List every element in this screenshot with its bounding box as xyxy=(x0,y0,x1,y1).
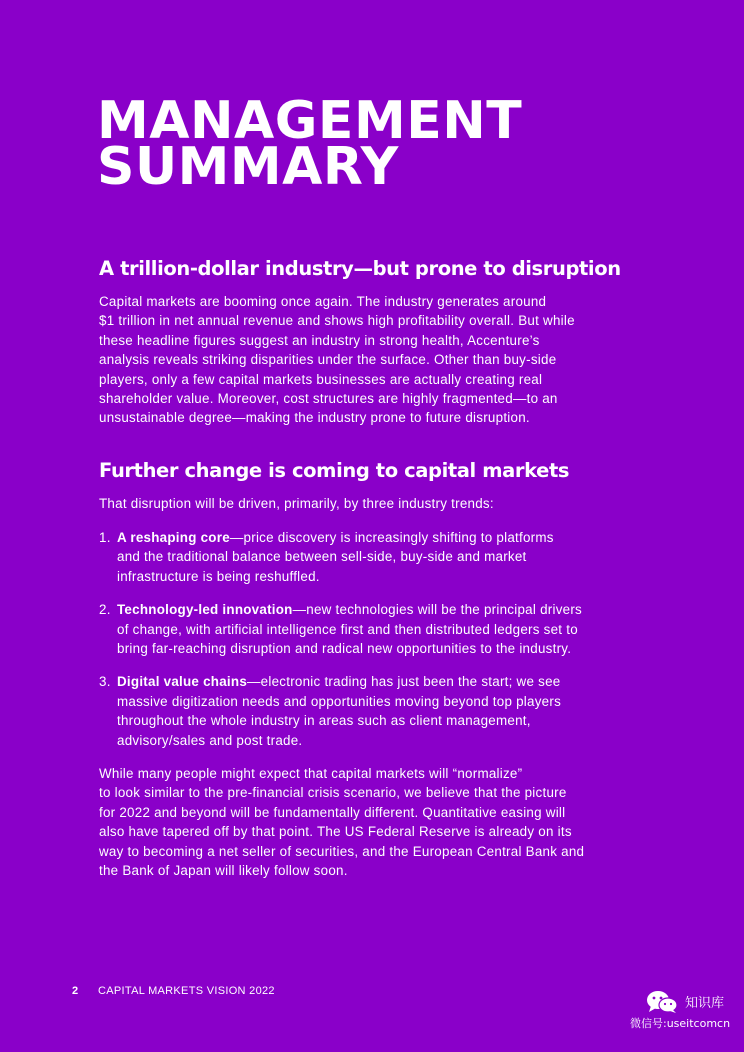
trend-item xyxy=(99,672,619,750)
text-line: to look similar to the pre-financial crisis scenario, we believe that the picture xyxy=(99,785,567,801)
title-line: MANAGEMENT xyxy=(97,91,523,151)
industry-paragraph xyxy=(99,292,619,428)
trend-list xyxy=(99,528,619,764)
closing-paragraph xyxy=(99,764,619,880)
trend-text-line: massive digitization needs and opportunities moving beyond top players xyxy=(117,693,562,709)
page-number: 2 xyxy=(72,985,79,997)
section-heading-industry: A trillion-dollar industry—but prone to disruption xyxy=(99,257,621,280)
trend-term: A reshaping core xyxy=(117,530,230,545)
text-line: While many people might expect that capital markets will “normalize” xyxy=(99,766,523,781)
text-line: analysis reveals striking disparities under the surface. Other than buy-side xyxy=(99,352,557,368)
watermark-name: 知识库 xyxy=(685,996,725,1011)
text-line: for 2022 and beyond will be fundamentally different. Quantitative easing will xyxy=(99,804,566,820)
wechat-icon xyxy=(646,990,678,1014)
trend-text-line: of change, with artificial intelligence first and then distributed ledgers set to xyxy=(117,621,578,637)
trend-text-line: throughout the whole industry in areas such as client management, xyxy=(117,713,531,729)
trend-text-line: and the traditional balance between sell-side, buy-side and market xyxy=(117,549,527,565)
trend-item xyxy=(99,528,619,586)
trend-number: 3. xyxy=(99,674,111,690)
title-line: SUMMARY xyxy=(97,137,399,197)
text-line: unsustainable degree—making the industry prone to future disruption. xyxy=(99,410,530,426)
text-line: also have tapered off by that point. The US Federal Reserve is already on its xyxy=(99,824,572,840)
watermark-account: 微信号:useitcomcn xyxy=(630,1017,731,1030)
text-line: these headline figures suggest an industry in strong health, Accenture’s xyxy=(99,332,540,348)
trend-item xyxy=(99,600,619,658)
trend-text-line: bring far-reaching disruption and radical new opportunities to the industry. xyxy=(117,641,572,657)
trend-number: 2. xyxy=(99,602,111,618)
section-heading-change: Further change is coming to capital markets xyxy=(99,459,570,482)
trend-term: Digital value chains xyxy=(117,674,248,690)
trend-term: Technology-led innovation xyxy=(117,602,293,618)
text-line: way to becoming a net seller of securities, and the European Central Bank and xyxy=(99,843,585,859)
trend-text-line: advisory/sales and post trade. xyxy=(117,732,303,748)
wechat-watermark xyxy=(630,990,740,1034)
page-title xyxy=(97,91,523,197)
trend-number: 1. xyxy=(99,530,111,545)
trend-text-line: infrastructure is being reshuffled. xyxy=(117,568,320,584)
text-line: players, only a few capital markets businesses are actually creating real xyxy=(99,371,543,387)
trends-intro: That disruption will be driven, primarily, by three industry trends: xyxy=(99,496,494,511)
trend-text-line: —electronic trading has just been the start; we see xyxy=(247,674,561,690)
text-line: the Bank of Japan will likely follow soon. xyxy=(99,863,348,879)
text-line: shareholder value. Moreover, cost structures are highly fragmented—to an xyxy=(99,391,558,407)
footer-doc-title: CAPITAL MARKETS VISION 2022 xyxy=(98,985,275,997)
text-line: Capital markets are booming once again. The industry generates around xyxy=(99,294,547,309)
trend-text-line: —new technologies will be the principal drivers xyxy=(292,602,582,618)
trend-text-line: —price discovery is increasingly shifting to platforms xyxy=(229,530,554,545)
text-line: $1 trillion in net annual revenue and shows high profitability overall. But while xyxy=(99,313,575,329)
